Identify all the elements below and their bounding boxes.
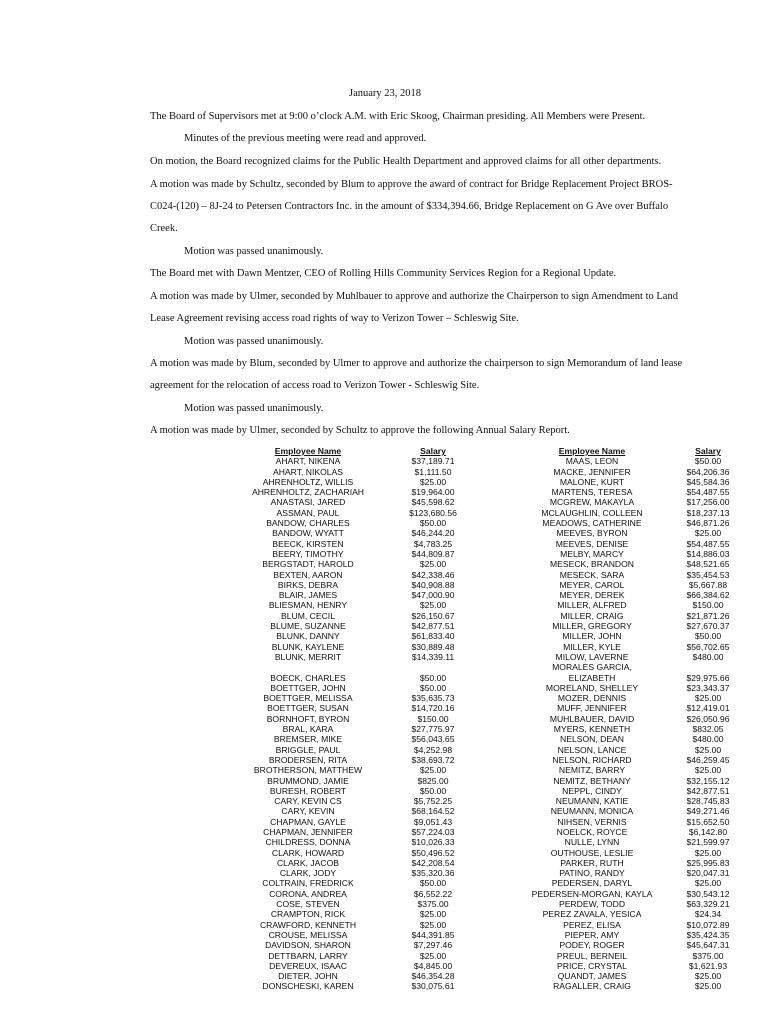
employee-name-cell: DIETER, JOHN — [278, 971, 338, 982]
employee-name-cell: NEMITZ, BARRY — [558, 765, 626, 776]
table-row — [0, 600, 749, 610]
employee-name-cell: AHRENHOLTZ, WILLIS — [262, 476, 354, 487]
salary-cell: $25.00 — [419, 559, 447, 570]
employee-name-cell: PERDEW, TODD — [558, 899, 626, 910]
salary-cell: $25.00 — [694, 971, 722, 982]
salary-cell: $50.00 — [419, 785, 447, 796]
employee-name-cell: BLUME, SUZANNE — [270, 621, 346, 632]
table-row — [0, 765, 749, 775]
salary-cell: $150.00 — [692, 600, 724, 611]
table-row — [0, 848, 749, 858]
salary-cell: $20,047.31 — [686, 868, 730, 879]
employee-name-cell: CARY, KEVIN — [281, 806, 335, 817]
employee-name-cell: MEADOWS, CATHERINE — [542, 518, 642, 529]
employee-name-cell: CORONA, ANDREA — [269, 888, 347, 899]
employee-name-cell: PEDERSEN, DARYL — [551, 878, 633, 889]
salary-cell: $25.00 — [694, 981, 722, 992]
employee-name-cell: BANDOW, WYATT — [272, 528, 344, 539]
salary-cell: $27,775.97 — [411, 724, 455, 735]
table-row — [0, 899, 749, 909]
salary-cell: $825.00 — [417, 775, 449, 786]
salary-cell: $42,338.46 — [411, 569, 455, 580]
salary-cell: $25.00 — [419, 909, 447, 920]
table-row — [0, 590, 749, 600]
salary-cell: $44,809.87 — [411, 548, 455, 559]
table-row — [0, 683, 749, 693]
salary-cell: $45,647.31 — [686, 940, 730, 951]
employee-name-cell: MACKE, JENNIFER — [553, 466, 631, 477]
table-row — [0, 497, 749, 507]
salary-cell: $26,050.96 — [686, 713, 730, 724]
column-header: Salary — [420, 446, 446, 456]
employee-name-cell: ELIZABETH — [568, 672, 616, 683]
paragraph: Motion was passed unanimously. — [184, 246, 324, 257]
salary-cell: $61,833.40 — [411, 631, 455, 642]
employee-name-cell: BOECK, CHARLES — [270, 672, 346, 683]
salary-cell: $480.00 — [692, 734, 724, 745]
table-row — [0, 786, 749, 796]
salary-cell: $26,150.67 — [411, 610, 455, 621]
employee-name-cell: MILLER, ALFRED — [557, 600, 627, 611]
salary-cell: $50.00 — [419, 518, 447, 529]
salary-cell: $66,384.62 — [686, 590, 730, 601]
salary-cell: $64,206.36 — [686, 466, 730, 477]
salary-cell: $57,224.03 — [411, 826, 455, 837]
employee-name-cell: NELSON, DEAN — [560, 734, 624, 745]
salary-cell: $9,051.43 — [413, 816, 453, 827]
salary-cell: $27,670.37 — [686, 621, 730, 632]
employee-name-cell: CLARK, JODY — [279, 868, 337, 879]
salary-cell: $50.00 — [694, 456, 722, 467]
paragraph: agreement for the relocation of access road to Verizon Tower - Schleswig Site. — [150, 380, 480, 391]
salary-cell: $14,720.16 — [411, 703, 455, 714]
employee-name-cell: DONSCHESKI, KAREN — [262, 981, 354, 992]
table-row — [0, 920, 749, 930]
salary-cell: $35,635.73 — [411, 693, 455, 704]
salary-cell: $50.00 — [419, 878, 447, 889]
employee-name-cell: MORALES GARCIA, — [552, 662, 632, 673]
employee-name-cell: BRIGGLE, PAUL — [275, 744, 341, 755]
employee-name-cell: BLUM, CECIL — [281, 610, 335, 621]
employee-name-cell: MELBY, MARCY — [560, 548, 624, 559]
employee-name-cell: OUTHOUSE, LESLIE — [550, 847, 634, 858]
salary-cell: $46,354.28 — [411, 971, 455, 982]
table-row — [0, 745, 749, 755]
salary-cell: $28,745.83 — [686, 796, 730, 807]
paragraph: Motion was passed unanimously. — [184, 336, 324, 347]
salary-cell: $25.00 — [419, 600, 447, 611]
employee-name-cell: BREMSER, MIKE — [273, 734, 343, 745]
employee-name-cell: CHAPMAN, GAYLE — [270, 816, 346, 827]
employee-name-cell: PEDERSEN-MORGAN, KAYLA — [531, 888, 653, 899]
paragraph: Creek. — [150, 223, 178, 234]
employee-name-cell: BOETTGER, SUSAN — [267, 703, 349, 714]
salary-cell: $48,521.65 — [686, 559, 730, 570]
employee-name-cell: BOETTGER, MELISSA — [263, 693, 353, 704]
employee-name-cell: NELSON, LANCE — [557, 744, 627, 755]
employee-name-cell: DETTBARN, LARRY — [268, 950, 348, 961]
paragraph: A motion was made by Ulmer, seconded by Schultz to approve the following Annual Salary Report. — [150, 425, 570, 436]
column-header: Employee Name — [274, 446, 342, 456]
table-row — [0, 724, 749, 734]
employee-name-cell: AHRENHOLTZ, ZACHARIAH — [251, 487, 365, 498]
employee-name-cell: BEECK, KIRSTEN — [272, 538, 344, 549]
table-row — [0, 971, 749, 981]
employee-name-cell: NIHSEN, VERNIS — [557, 816, 627, 827]
salary-cell: $1,621.93 — [688, 960, 728, 971]
salary-cell: $375.00 — [692, 950, 724, 961]
salary-cell: $12,419.01 — [686, 703, 730, 714]
employee-name-cell: CRAMPTON, RICK — [270, 909, 346, 920]
salary-cell: $10,072.89 — [686, 919, 730, 930]
table-row — [0, 456, 749, 466]
table-row — [0, 940, 749, 950]
salary-cell: $49,271.46 — [686, 806, 730, 817]
table-row — [0, 703, 749, 713]
salary-cell: $14,886.03 — [686, 548, 730, 559]
employee-name-cell: PIEPER, AMY — [564, 929, 620, 940]
salary-cell: $25.00 — [694, 528, 722, 539]
salary-cell: $6,552.22 — [413, 888, 453, 899]
employee-name-cell: CRAWFORD, KENNETH — [259, 919, 357, 930]
employee-name-cell: MAAS, LEON — [565, 456, 619, 467]
employee-name-cell: QUANDT, JAMES — [557, 971, 627, 982]
salary-cell: $25.00 — [694, 693, 722, 704]
employee-name-cell: BERGSTADT, HAROLD — [262, 559, 354, 570]
salary-cell: $35,320.36 — [411, 868, 455, 879]
salary-cell: $4,845.00 — [413, 960, 453, 971]
salary-cell: $35,424.35 — [686, 929, 730, 940]
employee-name-cell: BANDOW, CHARLES — [266, 518, 350, 529]
employee-name-cell: MILLER, KYLE — [563, 641, 621, 652]
employee-name-cell: DAVIDSON, SHARON — [265, 940, 351, 951]
employee-name-cell: PATINO, RANDY — [559, 868, 625, 879]
salary-cell: $42,208.54 — [411, 857, 455, 868]
employee-name-cell: BIRKS, DEBRA — [277, 579, 339, 590]
salary-cell: $54,487.55 — [686, 487, 730, 498]
table-row — [0, 878, 749, 888]
salary-cell: $30,543.12 — [686, 888, 730, 899]
employee-name-cell: MYERS, KENNETH — [553, 724, 631, 735]
employee-name-cell: MOZER, DENNIS — [557, 693, 627, 704]
employee-name-cell: MESECK, SARA — [559, 569, 625, 580]
salary-cell: $68,164.52 — [411, 806, 455, 817]
employee-name-cell: MILOW, LAVERNE — [555, 651, 629, 662]
salary-cell: $4,783.25 — [413, 538, 453, 549]
table-row — [0, 755, 749, 765]
salary-cell: $54,487.55 — [686, 538, 730, 549]
column-header: Employee Name — [558, 446, 626, 456]
table-row — [0, 487, 749, 497]
salary-cell: $35,454.53 — [686, 569, 730, 580]
table-row — [0, 662, 749, 672]
salary-cell: $18,237.13 — [686, 507, 730, 518]
paragraph: The Board met with Dawn Mentzer, CEO of Rolling Hills Community Services Region for a Regional Update. — [150, 268, 617, 279]
table-row — [0, 518, 749, 528]
table-row — [0, 961, 749, 971]
employee-name-cell: ASSMAN, PAUL — [276, 507, 340, 518]
salary-cell: $10,026.33 — [411, 837, 455, 848]
employee-name-cell: AHART, NIKOLAS — [272, 466, 344, 477]
employee-name-cell: MCGREW, MAKAYLA — [549, 497, 635, 508]
salary-cell: $45,584.36 — [686, 476, 730, 487]
salary-cell: $25.00 — [419, 765, 447, 776]
table-row — [0, 827, 749, 837]
employee-name-cell: PEREZ ZAVALA, YESICA — [542, 909, 642, 920]
table-row — [0, 467, 749, 477]
salary-cell: $46,244.20 — [411, 528, 455, 539]
salary-cell: $25.00 — [694, 744, 722, 755]
salary-cell: $42,877.51 — [411, 621, 455, 632]
salary-table-body — [0, 456, 749, 991]
table-row — [0, 930, 749, 940]
employee-name-cell — [233, 662, 383, 672]
salary-cell: $30,075.61 — [411, 981, 455, 992]
salary-cell: $25.00 — [419, 476, 447, 487]
salary-cell: $25.00 — [694, 847, 722, 858]
salary-cell: $50.00 — [419, 682, 447, 693]
employee-name-cell: NELSON, RICHARD — [552, 754, 632, 765]
table-row — [0, 673, 749, 683]
employee-name-cell: COSE, STEVEN — [276, 899, 340, 910]
employee-name-cell: MEEVES, DENISE — [555, 538, 629, 549]
employee-name-cell: BROTHERSON, MATTHEW — [253, 765, 363, 776]
table-row — [0, 817, 749, 827]
employee-name-cell: CHAPMAN, JENNIFER — [263, 826, 353, 837]
employee-name-cell: BURESH, ROBERT — [269, 785, 347, 796]
table-row — [0, 621, 749, 631]
salary-cell: $23,343.37 — [686, 682, 730, 693]
employee-name-cell: BOETTGER, JOHN — [270, 682, 346, 693]
salary-cell: $50,496.52 — [411, 847, 455, 858]
employee-name-cell: PEREZ, ELISA — [563, 919, 621, 930]
employee-name-cell: CLARK, HOWARD — [271, 847, 345, 858]
employee-name-cell: MORELAND, SHELLEY — [545, 682, 639, 693]
employee-name-cell: CHILDRESS, DONNA — [265, 837, 351, 848]
paragraph: A motion was made by Schultz, seconded by Blum to approve the award of contract for Bridge Replacement Project BROS- — [150, 179, 673, 190]
table-row — [0, 951, 749, 961]
salary-cell: $480.00 — [692, 651, 724, 662]
employee-name-cell: ANASTASI, JARED — [270, 497, 346, 508]
paragraph: A motion was made by Ulmer, seconded by Muhlbauer to approve and authorize the Chairperson to sign Amendment to Land — [150, 291, 678, 302]
salary-cell: $44,391.85 — [411, 929, 455, 940]
employee-name-cell: BLUNK, MERRIT — [274, 651, 342, 662]
salary-cell: $25.00 — [694, 765, 722, 776]
employee-name-cell: PODEY, ROGER — [559, 940, 625, 951]
employee-name-cell: BLAIR, JAMES — [278, 590, 338, 601]
employee-name-cell: MESECK, BRANDON — [549, 559, 635, 570]
table-row — [0, 734, 749, 744]
employee-name-cell: MILLER, CRAIG — [560, 610, 624, 621]
salary-cell: $25.00 — [419, 919, 447, 930]
employee-name-cell: CROUSE, MELISSA — [268, 929, 348, 940]
salary-cell: $45,598.62 — [411, 497, 455, 508]
employee-name-cell: AHART, NIKENA — [275, 456, 341, 467]
salary-cell: $15,652.50 — [686, 816, 730, 827]
salary-cell — [667, 662, 749, 672]
salary-cell: $25.00 — [694, 878, 722, 889]
table-row — [0, 909, 749, 919]
salary-cell: $56,043.65 — [411, 734, 455, 745]
employee-name-cell: MILLER, JOHN — [562, 631, 622, 642]
salary-cell: $21,871.26 — [686, 610, 730, 621]
salary-cell: $19,964.00 — [411, 487, 455, 498]
salary-cell — [383, 662, 483, 672]
salary-cell: $7,297.46 — [413, 940, 453, 951]
employee-name-cell: MARTENS, TERESA — [551, 487, 633, 498]
table-row — [0, 652, 749, 662]
salary-cell: $150.00 — [417, 713, 449, 724]
table-row — [0, 477, 749, 487]
table-row — [0, 981, 749, 991]
salary-cell: $37,189.71 — [411, 456, 455, 467]
employee-name-cell: BLUNK, KAYLENE — [271, 641, 345, 652]
table-row — [0, 837, 749, 847]
employee-name-cell: BEXTEN, AARON — [273, 569, 343, 580]
table-row — [0, 776, 749, 786]
salary-cell: $50.00 — [694, 631, 722, 642]
employee-name-cell: MUFF, JENNIFER — [557, 703, 627, 714]
employee-name-cell: CARY, KEVIN CS — [274, 796, 342, 807]
employee-name-cell: MUHLBAUER, DAVID — [549, 713, 635, 724]
salary-cell: $5,752.25 — [413, 796, 453, 807]
table-row — [0, 714, 749, 724]
salary-cell: $42,877.51 — [686, 785, 730, 796]
employee-name-cell: PARKER, RUTH — [560, 857, 624, 868]
table-row — [0, 693, 749, 703]
salary-cell: $375.00 — [417, 899, 449, 910]
table-row — [0, 549, 749, 559]
table-row — [0, 889, 749, 899]
employee-name-cell: NEUMANN, MONICA — [550, 806, 634, 817]
table-row — [0, 806, 749, 816]
salary-cell: $5,667.88 — [688, 579, 728, 590]
table-row — [0, 580, 749, 590]
employee-name-cell: BRAL, KARA — [282, 724, 334, 735]
salary-cell: $1,111.50 — [414, 466, 452, 477]
salary-cell: $29,975.66 — [686, 672, 730, 683]
salary-cell: $4,252.98 — [413, 744, 453, 755]
salary-cell: $56,702.65 — [686, 641, 730, 652]
salary-cell: $14,339.11 — [411, 651, 455, 662]
employee-name-cell: MILLER, GREGORY — [552, 621, 632, 632]
table-row — [0, 868, 749, 878]
employee-name-cell: BRODERSEN, RITA — [268, 754, 348, 765]
table-row — [0, 858, 749, 868]
salary-cell: $25.00 — [419, 950, 447, 961]
salary-cell: $63,329.21 — [686, 899, 730, 910]
table-row — [0, 611, 749, 621]
employee-name-cell: MEEVES, BYRON — [556, 528, 628, 539]
paragraph: Lease Agreement revising access road rights of way to Verizon Tower – Schleswig Site. — [150, 313, 519, 324]
column-header: Salary — [695, 446, 721, 456]
salary-cell: $46,871.26 — [686, 518, 730, 529]
salary-cell: $38,693.72 — [411, 754, 455, 765]
employee-name-cell: BLUNK, DANNY — [276, 631, 340, 642]
salary-cell: $21,599.97 — [686, 837, 730, 848]
employee-name-cell: RAGALLER, CRAIG — [553, 981, 631, 992]
salary-cell: $24.34 — [694, 909, 722, 920]
employee-name-cell: NULLE, LYNN — [564, 837, 620, 848]
salary-table — [0, 446, 749, 992]
salary-cell: $32,155.12 — [686, 775, 730, 786]
salary-cell: $46,259.45 — [686, 754, 730, 765]
employee-name-cell: MEYER, DEREK — [559, 590, 625, 601]
employee-name-cell: NEPPL, CINDY — [562, 785, 622, 796]
paragraph: On motion, the Board recognized claims for the Public Health Department and approved claims for all other departments. — [150, 156, 662, 167]
employee-name-cell: NEMITZ, BETHANY — [553, 775, 631, 786]
employee-name-cell: BEERY, TIMOTHY — [272, 548, 344, 559]
salary-cell: $50.00 — [419, 672, 447, 683]
paragraph: A motion was made by Blum, seconded by Ulmer to approve and authorize the chairperson to sign Memorandum of land lease — [150, 358, 683, 369]
paragraph: C024-(120) – 8J-24 to Petersen Contractors Inc. in the amount of $334,394.66, Bridge Replacement on G Ave over Buffalo — [150, 201, 669, 212]
table-header-row — [0, 446, 749, 456]
employee-name-cell: CLARK, JACOB — [276, 857, 340, 868]
paragraph: Motion was passed unanimously. — [184, 403, 324, 414]
salary-cell: $40,908.88 — [411, 579, 455, 590]
table-row — [0, 539, 749, 549]
salary-cell: $17,256.00 — [686, 497, 730, 508]
employee-name-cell: PRICE, CRYSTAL — [557, 960, 627, 971]
salary-cell: $123,680.56 — [409, 507, 457, 518]
table-row — [0, 631, 749, 641]
meeting-date: January 23, 2018 — [348, 88, 422, 99]
salary-cell: $25,995.83 — [686, 857, 730, 868]
employee-name-cell: BORNHOFT, BYRON — [266, 713, 350, 724]
employee-name-cell: MEYER, CAROL — [559, 579, 625, 590]
table-row — [0, 528, 749, 538]
employee-name-cell: BLIESMAN, HENRY — [268, 600, 348, 611]
paragraph: The Board of Supervisors met at 9:00 o’clock A.M. with Eric Skoog, Chairman presiding. All Members were Present. — [150, 111, 646, 122]
employee-name-cell: DEVEREUX, ISAAC — [269, 960, 347, 971]
employee-name-cell: NOELCK, ROYCE — [556, 826, 628, 837]
salary-cell: $832.05 — [692, 724, 724, 735]
salary-cell: $30,889.48 — [411, 641, 455, 652]
table-row — [0, 642, 749, 652]
table-row — [0, 559, 749, 569]
salary-cell: $47,000.90 — [411, 590, 455, 601]
employee-name-cell: MALONE, KURT — [559, 476, 625, 487]
table-row — [0, 796, 749, 806]
salary-cell: $6,142.80 — [688, 826, 728, 837]
employee-name-cell: NEUMANN, KATIE — [555, 796, 629, 807]
table-row — [0, 508, 749, 518]
table-row — [0, 570, 749, 580]
employee-name-cell: COLTRAIN, FREDRICK — [262, 878, 354, 889]
employee-name-cell: MCLAUGHLIN, COLLEEN — [541, 507, 643, 518]
employee-name-cell: BRUMMOND, JAMIE — [267, 775, 349, 786]
employee-name-cell: PREUL, BERNEIL — [556, 950, 628, 961]
paragraph: Minutes of the previous meeting were read and approved. — [184, 133, 427, 144]
